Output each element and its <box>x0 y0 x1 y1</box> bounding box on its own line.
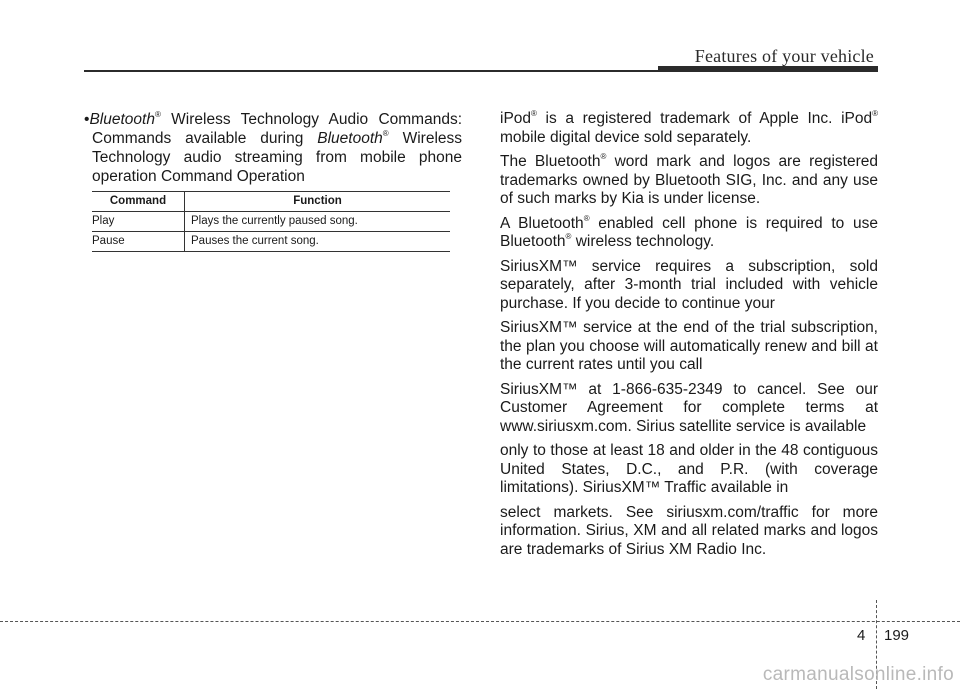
text-span: A Bluetooth <box>500 214 584 232</box>
watermark: carmanualsonline.info <box>762 664 954 685</box>
registered-mark: ® <box>531 109 537 118</box>
bullet: • <box>84 111 90 128</box>
page-header-title: Features of your vehicle <box>694 46 874 66</box>
registered-mark: ® <box>382 129 389 138</box>
command-cell: Pause <box>92 232 185 252</box>
registered-mark: ® <box>600 152 607 161</box>
text-span: is a registered trademark of Apple Inc. iPod <box>536 110 873 127</box>
table-row <box>92 212 450 232</box>
right-column <box>500 110 878 565</box>
bluetooth-commands-intro <box>84 110 462 186</box>
function-cell: Plays the currently paused song. <box>185 212 451 232</box>
chapter-number: 4 <box>857 627 866 644</box>
bluetooth-term: Bluetooth <box>317 130 383 147</box>
command-cell: Play <box>92 212 185 232</box>
siriusxm-subscription-paragraph: SiriusXM™ service requires a subscription, sold separately, after 3-month trial included with vehicle purchase. If you decide to continue your <box>500 257 878 312</box>
bluetooth-trademark-paragraph <box>500 153 878 209</box>
siriusxm-cancel-paragraph: SiriusXM™ at 1-866-635-2349 to cancel. See our Customer Agreement for complete terms at www.siriusxm.com. Sirius satellite service is available <box>500 380 878 435</box>
registered-mark: ® <box>565 232 572 241</box>
left-column <box>84 110 462 186</box>
intro-text-b: Wireless Technology audio streaming from mobile phone operation Command Operation <box>92 130 463 185</box>
table-header-row <box>92 192 450 212</box>
registered-mark: ® <box>872 109 878 118</box>
table-row <box>92 232 450 252</box>
bluetooth-phone-paragraph <box>500 215 878 252</box>
text-span: iPod <box>500 110 532 127</box>
text-span: mobile digital device sold separately. <box>500 128 752 146</box>
command-table <box>92 191 450 252</box>
text-span: The Bluetooth <box>500 153 601 170</box>
text-span: word mark and logos are registered trademarks owned by Bluetooth SIG, Inc. and any use of such marks by Kia is under license. <box>500 153 878 207</box>
column-header-function: Function <box>185 192 451 212</box>
page-number: 199 <box>884 627 910 644</box>
footer-rule <box>0 621 960 622</box>
siriusxm-coverage-paragraph: only to those at least 18 and older in the 48 contiguous United States, D.C., and P.R. (with coverage limitations). SiriusXM™ Traffic available in <box>500 442 878 496</box>
text-span: wireless technology. <box>571 233 715 250</box>
column-header-command: Command <box>92 192 185 212</box>
ipod-trademark-paragraph <box>500 110 878 147</box>
siriusxm-renewal-paragraph: SiriusXM™ service at the end of the trial subscription, the plan you choose will automatically renew and bill at the current rates until you call <box>500 319 878 373</box>
registered-mark: ® <box>583 213 590 223</box>
registered-mark: ® <box>154 110 161 119</box>
header-rule-accent <box>658 66 878 72</box>
intro-text-a: Wireless Technology Audio Commands: Commands available during <box>92 111 462 147</box>
text-span: enabled cell phone is required to use Bluetooth <box>500 214 878 250</box>
bluetooth-term: Bluetooth <box>89 111 155 128</box>
function-cell: Pauses the current song. <box>185 232 451 252</box>
siriusxm-markets-paragraph: select markets. See siriusxm.com/traffic for more information. Sirius, XM and all related marks and logos are trademarks of Sirius XM Radio Inc. <box>500 503 878 558</box>
